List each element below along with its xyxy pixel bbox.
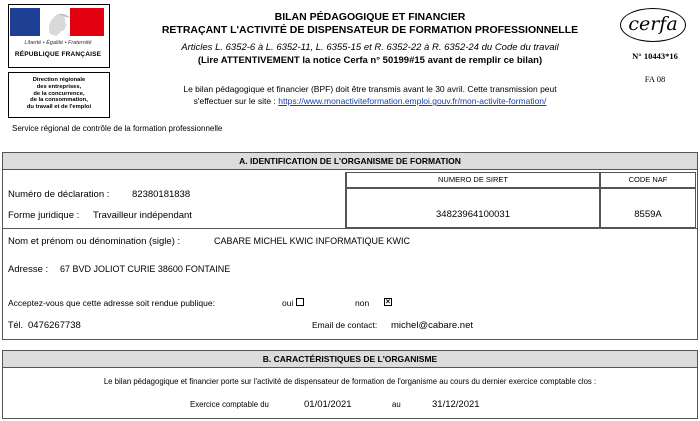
direction-line: du travail et de l'emploi bbox=[26, 104, 92, 111]
forme-juridique-field[interactable]: Travailleur indépendant bbox=[93, 210, 192, 221]
direction-line: des entreprises, bbox=[36, 83, 82, 90]
legal-articles: Articles L. 6352-6 à L. 6352-11, L. 6355-15 et R. 6352-22 à R. 6352-24 du Code du travail bbox=[181, 42, 559, 53]
transmission-prefix: s'effectuer sur le site : bbox=[193, 96, 279, 106]
exercice-end-field[interactable]: 31/12/2021 bbox=[432, 399, 480, 410]
adresse-label: Adresse : bbox=[8, 264, 49, 275]
marianne-profile-icon bbox=[36, 8, 76, 36]
form-code: FA 08 bbox=[644, 74, 666, 84]
cerfa-number: N° 10443*16 bbox=[632, 51, 678, 61]
republic-label: RÉPUBLIQUE FRANÇAISE bbox=[14, 51, 102, 58]
section-b-description: Le bilan pédagogique et financier porte sur l'activité de dispensateur de formation de l'organisme au cours du dernier exercice comptable clos : bbox=[103, 377, 597, 386]
oui-label: oui bbox=[282, 298, 294, 308]
siret-field[interactable]: 34823964100031 bbox=[346, 188, 600, 228]
exercice-start-field[interactable]: 01/01/2021 bbox=[304, 399, 352, 410]
direction-line: de la consommation, bbox=[30, 97, 88, 104]
cerfa-logo: cerfa bbox=[620, 8, 686, 42]
transmission-url-link[interactable]: https://www.monactiviteformation.emploi.gouv.fr/mon-activite-formation/ bbox=[278, 96, 547, 106]
email-label: Email de contact: bbox=[312, 320, 378, 330]
declaration-field[interactable]: 82380181838 bbox=[132, 189, 191, 200]
form-subtitle: RETRAÇANT L'ACTIVITÉ DE DISPENSATEUR DE FORMATION PROFESSIONNELLE bbox=[161, 24, 579, 36]
declaration-label: Numéro de déclaration : bbox=[8, 189, 110, 200]
exercice-label: Exercice comptable du bbox=[190, 400, 269, 409]
naf-column-header: CODE NAF bbox=[600, 172, 696, 188]
nom-field[interactable]: CABARE MICHEL KWIC INFORMATIQUE KWIC bbox=[214, 236, 411, 246]
direction-regionale-box bbox=[8, 72, 110, 118]
forme-juridique-label: Forme juridique : bbox=[8, 210, 80, 221]
direction-line: Direction régionale bbox=[32, 77, 86, 83]
naf-field[interactable]: 8559A bbox=[600, 188, 696, 228]
tel-field[interactable]: 0476267738 bbox=[28, 320, 81, 331]
tel-label: Tél. bbox=[8, 320, 24, 330]
divider bbox=[2, 228, 698, 229]
transmission-text: Le bilan pédagogique et financier (BPF) doit être transmis avant le 30 avril. Cette transmission peut bbox=[183, 84, 557, 94]
email-field[interactable]: michel@cabare.net bbox=[391, 320, 473, 331]
oui-checkbox[interactable] bbox=[296, 298, 304, 306]
section-a-title: A. IDENTIFICATION DE L'ORGANISME DE FORMATION bbox=[2, 152, 698, 170]
notice-instruction: (Lire ATTENTIVEMENT la notice Cerfa n° 50199#15 avant de remplir ce bilan) bbox=[197, 55, 543, 66]
non-checkbox[interactable]: × bbox=[385, 297, 391, 306]
service-label: Service régional de contrôle de la formation professionnelle bbox=[12, 124, 223, 133]
section-b-title: B. CARACTÉRISTIQUES DE L'ORGANISME bbox=[2, 350, 698, 368]
transmission-text-line2 bbox=[130, 96, 610, 106]
republic-motto: Liberté • Égalité • Fraternité bbox=[24, 40, 92, 46]
adresse-field[interactable]: 67 BVD JOLIOT CURIE 38600 FONTAINE bbox=[60, 264, 231, 274]
au-label: au bbox=[392, 400, 401, 409]
direction-line: de la concurrence, bbox=[33, 90, 85, 97]
non-label: non bbox=[355, 298, 370, 308]
nom-label: Nom et prénom ou dénomination (sigle) : bbox=[8, 236, 181, 247]
form-title: BILAN PÉDAGOGIQUE ET FINANCIER bbox=[274, 11, 466, 23]
public-address-question: Acceptez-vous que cette adresse soit rendue publique: bbox=[8, 298, 215, 308]
siret-column-header: NUMERO DE SIRET bbox=[346, 172, 600, 188]
